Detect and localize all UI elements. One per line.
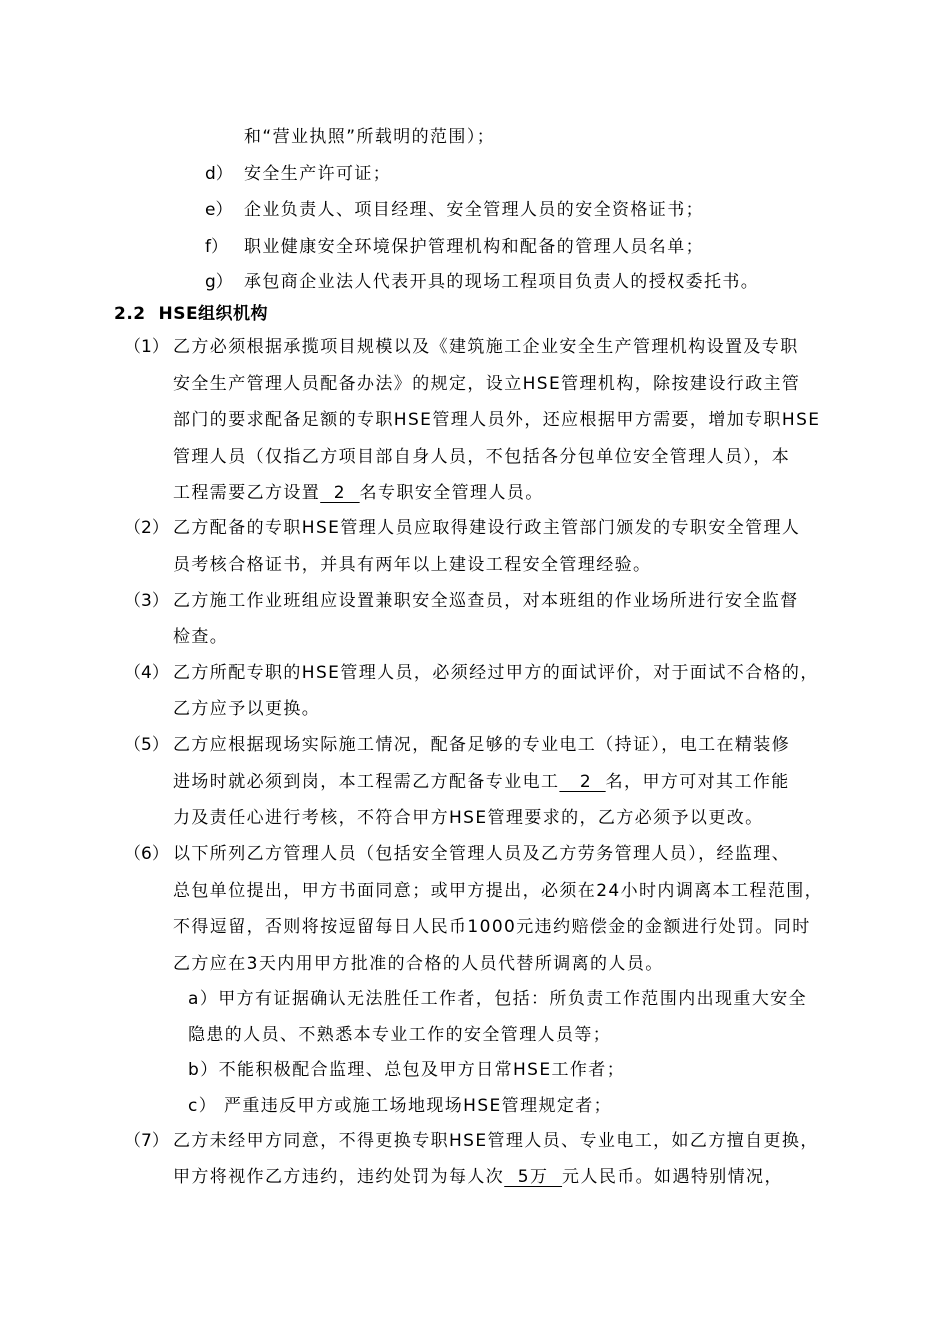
list-text: 企业负责人、项目经理、安全管理人员的安全资格证书； (244, 200, 704, 220)
item-marker: （5） (124, 735, 169, 755)
list-text: 安全生产许可证； (244, 164, 392, 184)
item-marker: （4） (124, 663, 169, 683)
list-marker: d） (205, 164, 233, 184)
section-title: HSE组织机构 (158, 304, 269, 324)
item-line: 乙方必须根据承揽项目规模以及《建筑施工企业安全生产管理机构设置及专职 (173, 337, 799, 357)
section-number: 2.2 (114, 304, 146, 324)
section-heading (114, 303, 268, 325)
item-line: 乙方配备的专职HSE管理人员应取得建设行政主管部门颁发的专职安全管理人 (173, 518, 801, 538)
item-marker: （1） (124, 337, 169, 357)
sub-item-line: a）甲方有证据确认无法胜任工作者，包括：所负责工作范围内出现重大安全 (188, 989, 808, 1009)
item-line: 乙方应在3天内用甲方批准的合格的人员代替所调离的人员。 (173, 954, 664, 974)
item-marker: （2） (124, 518, 169, 538)
item-marker: （7） (124, 1131, 169, 1151)
list-marker: f） (205, 237, 228, 257)
item-line: 检查。 (173, 627, 229, 647)
item-line: 管理人员（仅指乙方项目部自身人员，不包括各分包单位安全管理人员），本 (173, 447, 791, 467)
item-line: 总包单位提出，甲方书面同意；或甲方提出，必须在24小时内调离本工程范围， (173, 881, 824, 901)
item-marker: （6） (124, 844, 169, 864)
item-line: 乙方所配专职的HSE管理人员，必须经过甲方的面试评价，对于面试不合格的， (173, 663, 819, 683)
sub-item-line: 隐患的人员、不熟悉本专业工作的安全管理人员等； (188, 1025, 612, 1045)
item-line: 安全生产管理人员配备办法》的规定，设立HSE管理机构，除按建设行政主管 (173, 374, 801, 394)
item-line: 乙方施工作业班组应设置兼职安全巡查员，对本班组的作业场所进行安全监督 (173, 591, 799, 611)
item-line: 进场时就必须到岗，本工程需乙方配备专业电工 2 名，甲方可对其工作能 (173, 772, 790, 792)
fill-blank: 2 (320, 483, 360, 503)
item-line: 甲方将视作乙方违约，违约处罚为每人次 5万 元人民币。如遇特别情况， (173, 1167, 783, 1187)
item-line: 员考核合格证书，并具有两年以上建设工程安全管理经验。 (173, 555, 652, 575)
item-line: 不得逗留，否则将按逗留每日人民币1000元违约赔偿金的金额进行处罚。同时 (173, 917, 811, 937)
item-line: 乙方未经甲方同意，不得更换专职HSE管理人员、专业电工，如乙方擅自更换， (173, 1131, 819, 1151)
fill-blank: 2 (559, 772, 606, 792)
list-marker: e） (205, 200, 233, 220)
item-line: 乙方应根据现场实际施工情况，配备足够的专业电工（持证），电工在精装修 (173, 735, 791, 755)
item-line: 乙方应予以更换。 (173, 699, 321, 719)
list-text: 承包商企业法人代表开具的现场工程项目负责人的授权委托书。 (244, 272, 760, 292)
item-line: 力及责任心进行考核，不符合甲方HSE管理要求的，乙方必须予以更改。 (173, 808, 764, 828)
sub-item-line: c） 严重违反甲方或施工场地现场HSE管理规定者； (188, 1096, 613, 1116)
continuation-line: 和“营业执照”所载明的范围）； (244, 127, 496, 147)
item-marker: （3） (124, 591, 169, 611)
sub-item-line: b）不能积极配合监理、总包及甲方日常HSE工作者； (188, 1060, 626, 1080)
item-line: 部门的要求配备足额的专职HSE管理人员外，还应根据甲方需要，增加专职HSE (173, 410, 821, 430)
item-line: 工程需要乙方设置 2 名专职安全管理人员。 (173, 483, 544, 503)
item-line: 以下所列乙方管理人员（包括安全管理人员及乙方劳务管理人员），经监理、 (173, 844, 791, 864)
list-text: 职业健康安全环境保护管理机构和配备的管理人员名单； (244, 237, 704, 257)
list-marker: g） (205, 272, 233, 292)
fill-blank: 5万 (504, 1167, 563, 1187)
